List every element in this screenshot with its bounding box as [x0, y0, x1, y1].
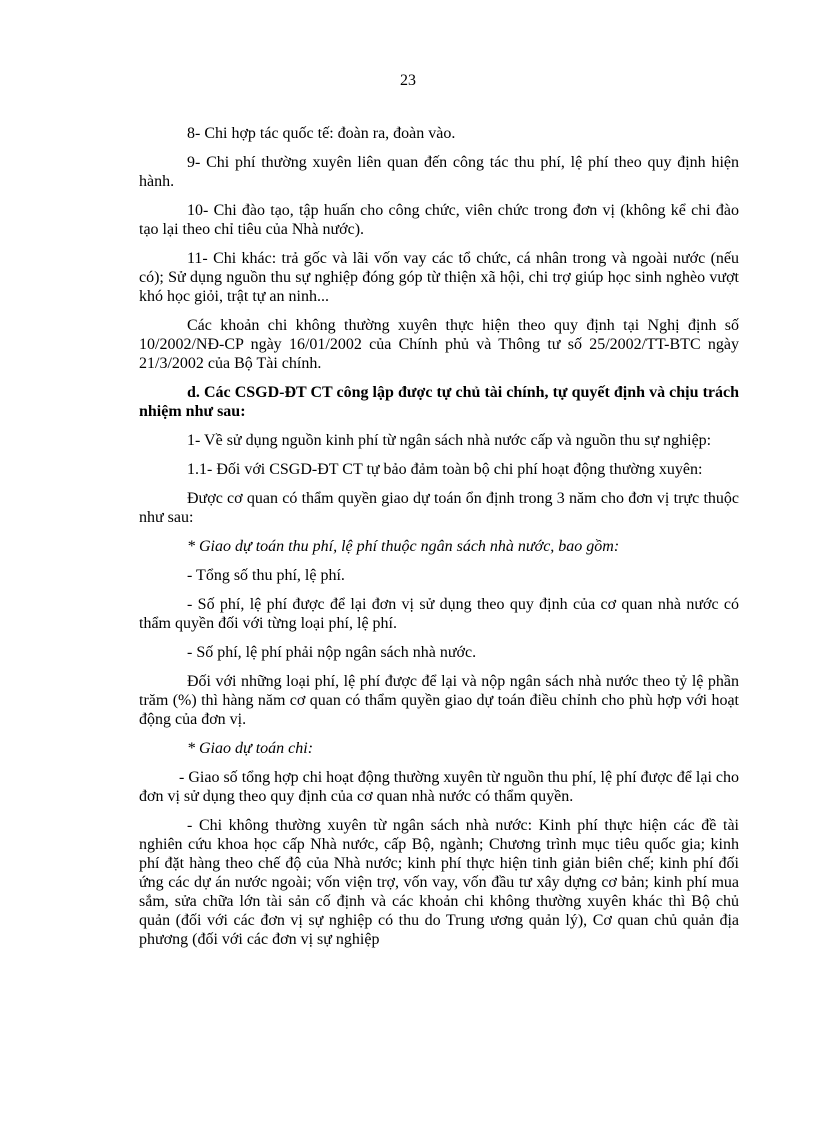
paragraph: 11- Chi khác: trả gốc và lãi vốn vay các tổ chức, cá nhân trong và ngoài nước (nếu có); Sử dụng nguồn thu sự nghiệp đóng góp từ thiện xã hội, chi trợ giúp học sinh nghèo vượt khó học giỏi, trật tự an ninh... [139, 250, 739, 305]
subheading: * Giao dự toán thu phí, lệ phí thuộc ngân sách nhà nước, bao gồm: [187, 538, 620, 555]
paragraph: 8- Chi hợp tác quốc tế: đoàn ra, đoàn vào. [187, 125, 456, 142]
paragraph: Các khoản chi không thường xuyên thực hiện theo quy định tại Nghị định số 10/2002/NĐ-CP ngày 16/01/2002 của Chính phủ và Thông tư số 25/2002/TT-BTC ngày 21/3/2002 của Bộ Tài chính. [139, 317, 739, 372]
paragraph: Được cơ quan có thẩm quyền giao dự toán ổn định trong 3 năm cho đơn vị trực thuộc như sau: [139, 490, 739, 526]
page-number: 23 [400, 72, 416, 89]
paragraph: 9- Chi phí thường xuyên liên quan đến công tác thu phí, lệ phí theo quy định hiện hành. [139, 154, 739, 190]
paragraph: Đối với những loại phí, lệ phí được để lại và nộp ngân sách nhà nước theo tỷ lệ phần trăm (%) thì hàng năm cơ quan có thẩm quyền giao dự toán điều chỉnh cho phù hợp với hoạt động của đơn vị. [139, 673, 739, 728]
document-body [139, 124, 739, 959]
list-item: - Giao số tổng hợp chi hoạt động thường xuyên từ nguồn thu phí, lệ phí được để lại cho đơn vị sử dụng theo quy định của cơ quan nhà nước có thẩm quyền. [139, 769, 739, 805]
list-item: - Tổng số thu phí, lệ phí. [187, 567, 345, 584]
paragraph: 1.1- Đối với CSGD-ĐT CT tự bảo đảm toàn bộ chi phí hoạt động thường xuyên: [187, 461, 703, 478]
paragraph: 1- Về sử dụng nguồn kinh phí từ ngân sách nhà nước cấp và nguồn thu sự nghiệp: [187, 432, 712, 449]
list-item: - Số phí, lệ phí được để lại đơn vị sử dụng theo quy định của cơ quan nhà nước có thẩm quyền đối với từng loại phí, lệ phí. [139, 596, 739, 632]
subheading: * Giao dự toán chi: [187, 740, 314, 757]
section-heading: d. Các CSGD-ĐT CT công lập được tự chủ tài chính, tự quyết định và chịu trách nhiệm như sau: [139, 384, 739, 420]
list-item: - Số phí, lệ phí phải nộp ngân sách nhà nước. [187, 644, 477, 661]
paragraph: 10- Chi đào tạo, tập huấn cho công chức, viên chức trong đơn vị (không kể chi đào tạo lại theo chỉ tiêu của Nhà nước). [139, 202, 739, 238]
list-item: - Chi không thường xuyên từ ngân sách nhà nước: Kinh phí thực hiện các đề tài nghiên cứu khoa học cấp Nhà nước, cấp Bộ, ngành; Chương trình mục tiêu quốc gia; kinh phí đặt hàng theo chế độ của Nhà nước; kinh phí thực hiện tinh giản biên chế; kinh phí đối ứng các dự án nước ngoài; vốn viện trợ, vốn vay, vốn đầu tư xây dựng cơ bản; kinh phí mua sắm, sửa chữa lớn tài sản cố định và các khoản chi không thường xuyên khác thì Bộ chủ quản (đối với các đơn vị sự nghiệp có thu do Trung ương quản lý), Cơ quan chủ quản địa phương (đối với các đơn vị sự nghiệp [139, 817, 739, 948]
